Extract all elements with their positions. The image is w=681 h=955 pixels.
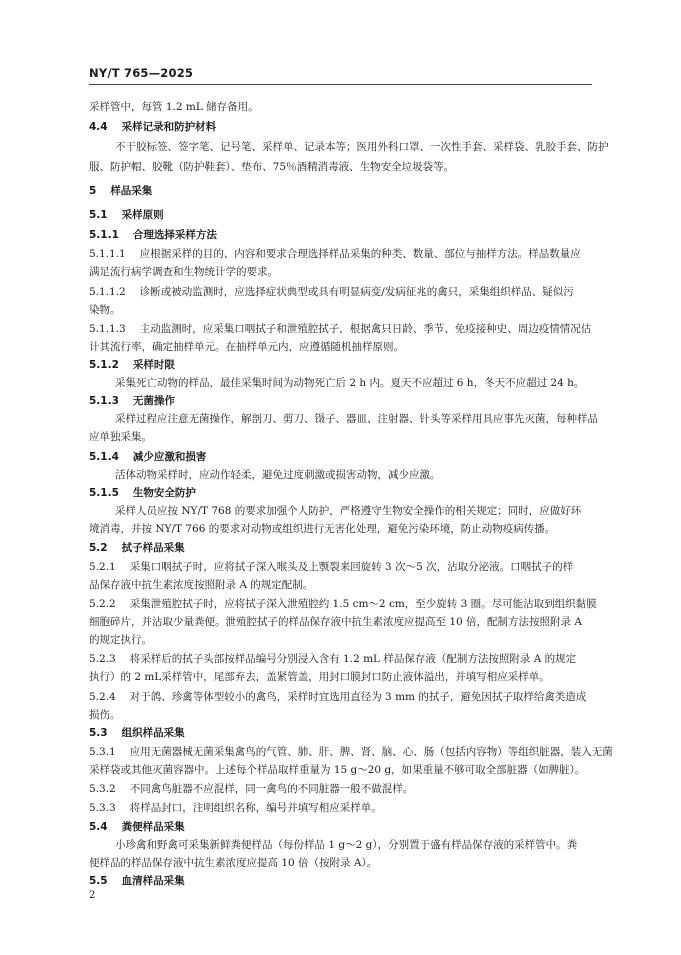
clause-5-1-1-1: 5.1.1.1 应根据采样的目的、内容和要求合理选择样品采集的种类、数量、部位与抽样方法。样品数量应: [89, 248, 581, 260]
header-rule: [89, 84, 592, 85]
clause-5-3-2: 5.3.2 不同禽鸟脏器不应混样，同一禽鸟的不同脏器一般不做混样。: [89, 783, 414, 795]
clause-5-1-1-3: 5.1.1.3 主动监测时，应采集口咽拭子和泄殖腔拭子，根据禽只日龄、季节、免疫接种史、周边疫情情况估: [89, 323, 592, 335]
text-line: 采样人员应按 NY/T 768 的要求加强个人防护，严格遵守生物安全操作的相关规定；同时，应做好环: [115, 505, 582, 517]
heading-5-3: 5.3 组织样品采集: [89, 727, 185, 739]
clause-5-2-1: 5.2.1 采集口咽拭子时，应将拭子深入喉头及上颚裂来回旋转 3 次～5 次，沾取分泌液。口咽拭子的样: [89, 561, 574, 573]
heading-5-5: 5.5 血清样品采集: [89, 875, 185, 887]
text-line: 采样管中，每管 1.2 mL 储存备用。: [89, 101, 259, 113]
text-line: 不干胶标签、签字笔、记号笔、采样单、记录本等；医用外科口罩、一次性手套、采样袋、乳胶手套、防护: [115, 141, 609, 153]
heading-5-1-4: 5.1.4 减少应激和损害: [89, 451, 207, 463]
heading-5: 5 样品采集: [89, 185, 153, 197]
text-line: 活体动物采样时，应动作轻柔，避免过度刺激或损害动物，减少应激。: [115, 469, 441, 481]
clause-5-2-4: 5.2.4 对于鸽、珍禽等体型较小的禽鸟，采样时宜选用直径为 3 mm 的拭子，避免因拭子取样给禽类造成: [89, 691, 587, 703]
clause-5-1-1-2: 5.1.1.2 诊断或被动监测时，应选择症状典型或具有明显病变/发病征兆的禽只，采集组织样品、疑似污: [89, 286, 574, 298]
heading-4-4: 4.4 采样记录和防护材料: [89, 121, 217, 133]
text-line: 损伤。: [89, 709, 121, 721]
clause-5-2-2: 5.2.2 采集泄殖腔拭子时，应将拭子深入泄殖腔约 1.5 cm～2 cm，至少旋转 3 圈。尽可能沾取到组织黏膜: [89, 598, 597, 610]
text-line: 采集死亡动物的样品，最佳采集时间为动物死亡后 2 h 内。夏天不应超过 6 h，冬天不应超过 24 h。: [115, 377, 585, 389]
text-line: 应单独采集。: [89, 431, 152, 443]
heading-5-1-5: 5.1.5 生物安全防护: [89, 487, 196, 499]
text-line: 细胞碎片，并沾取少量粪便。泄殖腔拭子的样品保存液中抗生素浓度应提高至 10 倍，配制方法按照附录 A: [89, 616, 582, 628]
text-line: 服、防护帽、胶靴（防护鞋套）、垫布、75％酒精消毒液、生物安全垃圾袋等。: [89, 161, 455, 173]
standard-number: NY/T 765—2025: [89, 66, 194, 80]
text-line: 品保存液中抗生素浓度按照附录 A 的规定配制。: [89, 579, 314, 591]
text-line: 境消毒，并按 NY/T 766 的要求对动物或组织进行无害化处理，避免污染环境，防止动物疫病传播。: [89, 523, 556, 535]
text-line: 采样袋或其他灭菌容器中。上述每个样品取样重量为 15 g～20 g，如果重量不够可取全部脏器（如脾脏）。: [89, 764, 586, 776]
heading-5-1-2: 5.1.2 采样时限: [89, 359, 175, 371]
heading-5-1-1: 5.1.1 合理选择采样方法: [89, 229, 217, 241]
text-line: 满足流行病学调查和生物统计学的要求。: [89, 266, 278, 278]
page-number: 2: [89, 890, 96, 901]
heading-5-2: 5.2 拭子样品采集: [89, 542, 185, 554]
heading-5-1: 5.1 采样原则: [89, 209, 164, 221]
text-line: 便样品的样品保存液中抗生素浓度应提高 10 倍（按附录 A）。: [89, 857, 378, 869]
text-line: 执行）的 2 mL采样管中，尾部弃去，盖紧管盖，用封口膜封口防止液体溢出，并填写相应采样单。: [89, 671, 550, 683]
heading-5-1-3: 5.1.3 无菌操作: [89, 395, 175, 407]
clause-5-2-3: 5.2.3 将采样后的拭子头部按样品编号分别浸入含有 1.2 mL 样品保存液（配制方法按照附录 A 的规定: [89, 653, 577, 665]
text-line: 小珍禽和野禽可采集新鲜粪便样品（每份样品 1 g～2 g），分别置于盛有样品保存液的采样管中。粪: [115, 839, 578, 851]
text-line: 采样过程应注意无菌操作，解剖刀、剪刀、镊子、器皿、注射器、针头等采样用具应事先灭菌，每种样品: [115, 413, 598, 425]
clause-5-3-1: 5.3.1 应用无菌器械无菌采集禽鸟的气管、肺、肝、脾、肾、脑、心、肠（包括内容物）等组织脏器，装入无菌: [89, 746, 613, 758]
text-line: 染物。: [89, 304, 121, 316]
clause-5-3-3: 5.3.3 将样品封口，注明组织名称，编号并填写相应采样单。: [89, 802, 382, 814]
text-line: 的规定执行。: [89, 634, 152, 646]
text-line: 计其流行率，确定抽样单元。在抽样单元内，应遵循随机抽样原则。: [89, 341, 404, 353]
heading-5-4: 5.4 粪便样品采集: [89, 821, 185, 833]
